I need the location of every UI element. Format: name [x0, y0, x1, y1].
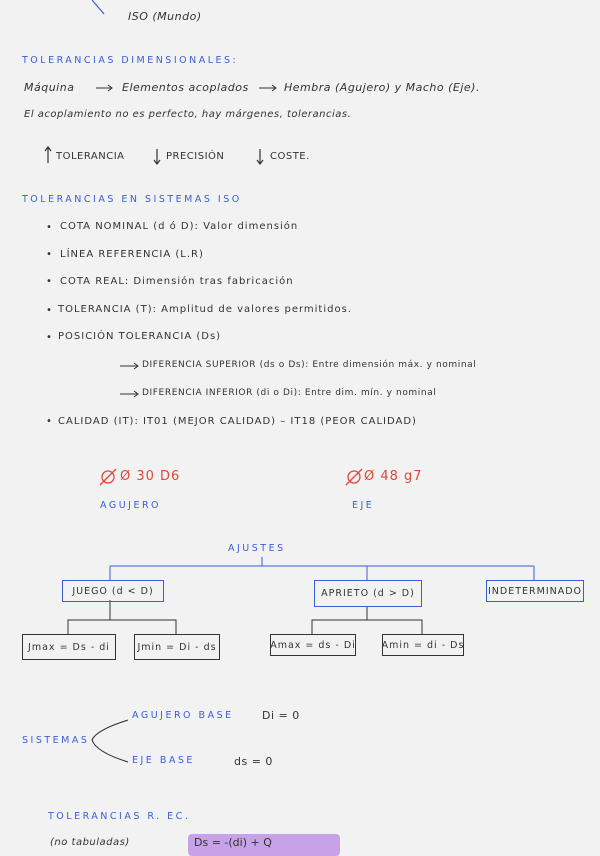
arrow-icon: [120, 391, 138, 397]
line1-start: Máquina: [24, 81, 75, 94]
bullet: •: [46, 276, 52, 287]
iso-item: TOLERANCIA (T): Amplitud de valores permitidos.: [58, 304, 352, 315]
ajustes-title: AJUSTES: [228, 543, 286, 554]
iso-world-note: ISO (Mundo): [128, 10, 202, 23]
iso-heading: TOLERANCIAS EN SISTEMAS ISO: [22, 194, 242, 205]
bullet: •: [46, 249, 52, 260]
amax-box: Amax = ds - Di: [270, 634, 356, 656]
shaft-code: Ø 48 g7: [364, 469, 423, 484]
tree-connector: [110, 557, 534, 580]
indeterminado-box: INDETERMINADO: [486, 580, 584, 602]
iso-quality: CALIDAD (IT): IT01 (MEJOR CALIDAD) – IT18 (PEOR CALIDAD): [58, 416, 417, 427]
iso-item: COTA NOMINAL (d ó D): Valor dimensión: [60, 221, 299, 232]
top-arrow-stroke: [92, 0, 104, 14]
footer-note: (no tabuladas): [50, 837, 130, 848]
arrow-icon: [96, 85, 112, 91]
bullet: •: [46, 416, 52, 427]
line1-mid: Elementos acoplados: [122, 81, 249, 94]
up-arrow-icon: [45, 147, 51, 163]
diameter-icon: [100, 469, 116, 485]
formula-highlight: Ds = -(di) + Q: [188, 834, 340, 856]
line2: El acoplamiento no es perfecto, hay márgenes, tolerancias.: [24, 109, 352, 120]
down-arrow-icon: [154, 149, 160, 164]
trade-tolerancia: TOLERANCIA: [56, 151, 125, 162]
bullet: •: [46, 305, 52, 316]
sistemas-label: SISTEMAS: [22, 735, 90, 746]
down-arrow-icon: [257, 149, 263, 164]
jmax-box: Jmax = Ds - di: [22, 634, 116, 660]
juego-box: JUEGO (d < D): [62, 580, 164, 602]
agujero-base: AGUJERO BASE: [132, 710, 234, 721]
footer-heading: TOLERANCIAS R. EC.: [48, 811, 191, 822]
dim-tol-heading: TOLERANCIAS DIMENSIONALES:: [22, 55, 239, 66]
hole-label: AGUJERO: [100, 500, 162, 511]
iso-sub-item: DIFERENCIA INFERIOR (di o Di): Entre dim. mín. y nominal: [142, 388, 437, 398]
trade-precision: PRECISIÓN: [166, 151, 225, 162]
iso-sub-item: DIFERENCIA SUPERIOR (ds o Ds): Entre dimensión máx. y nominal: [142, 360, 477, 370]
trade-coste: COSTE.: [270, 151, 310, 162]
arrow-icon: [259, 85, 276, 91]
tree-connector: [312, 606, 422, 634]
eje-base: EJE BASE: [132, 755, 195, 766]
tree-connector: [68, 600, 176, 634]
aprieto-box: APRIETO (d > D): [314, 580, 422, 607]
arrow-icon: [120, 363, 138, 369]
iso-item: POSICIÓN TOLERANCIA (Ds): [58, 331, 222, 342]
agujero-base-eq: Di = 0: [262, 709, 300, 722]
eje-base-eq: ds = 0: [234, 755, 273, 768]
iso-item: COTA REAL: Dimensión tras fabricación: [60, 276, 294, 287]
hole-code: Ø 30 D6: [120, 469, 181, 484]
bullet: •: [46, 332, 52, 343]
jmin-box: Jmin = Di - ds: [134, 634, 220, 660]
iso-item: LÍNEA REFERENCIA (L.R): [60, 249, 204, 260]
line1-end: Hembra (Agujero) y Macho (Eje).: [284, 81, 480, 94]
brace-connector: [92, 720, 128, 762]
diameter-icon: [346, 469, 362, 485]
amin-box: Amin = di - Ds: [382, 634, 464, 656]
bullet: •: [46, 222, 52, 233]
shaft-label: EJE: [352, 500, 375, 511]
